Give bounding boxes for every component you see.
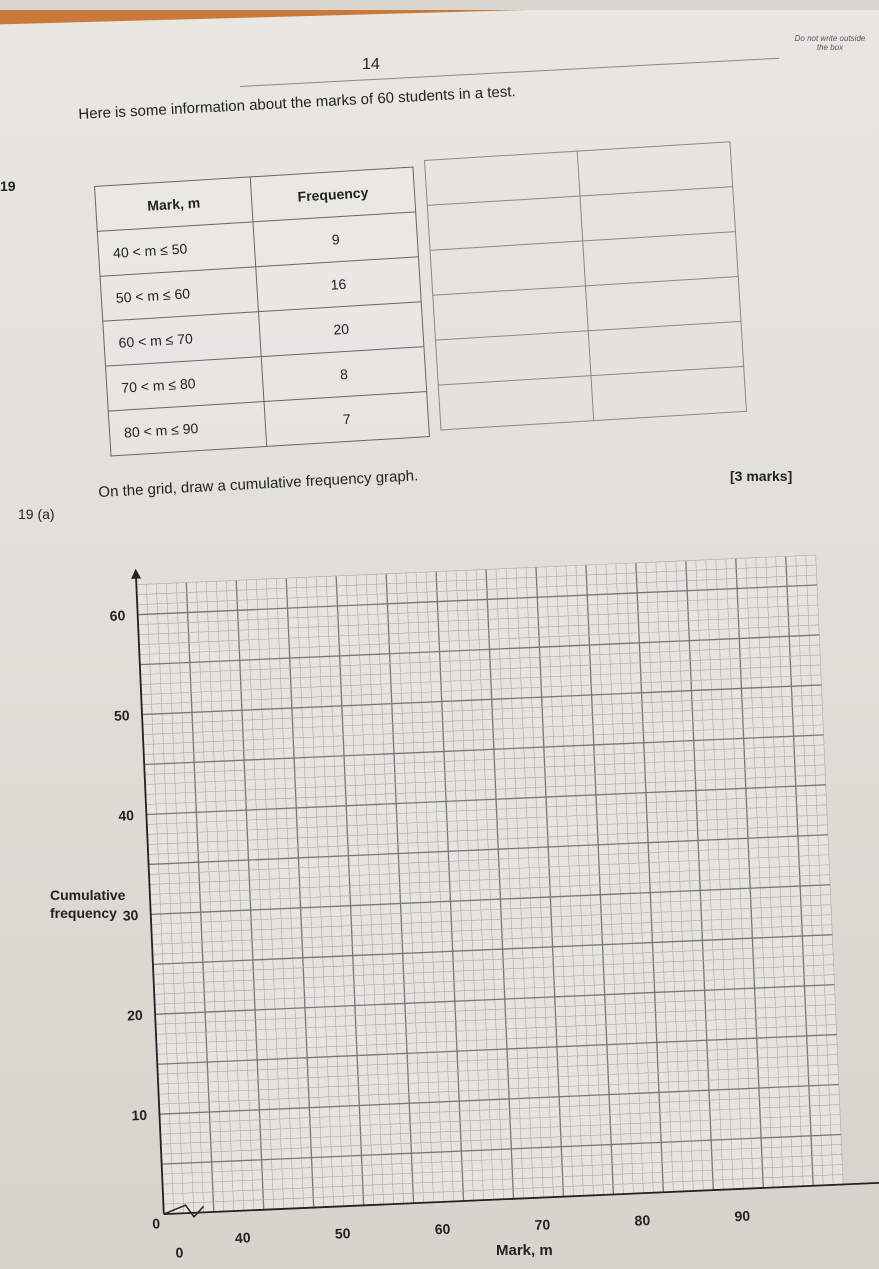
exam-page: [0, 10, 879, 1269]
frequency-cell: 20: [258, 302, 423, 357]
x-tick-label: 40: [234, 1229, 251, 1247]
header-frequency: Frequency: [250, 167, 415, 222]
y-tick-label: 40: [118, 807, 135, 824]
x-tick-label: 60: [434, 1220, 451, 1238]
y-tick-label: 60: [109, 607, 126, 624]
y-tick-label: 30: [122, 906, 139, 924]
frequency-cell: 8: [261, 347, 426, 402]
instruction-text: On the grid, draw a cumulative frequency graph.: [98, 467, 419, 501]
frequency-cell: 16: [256, 257, 421, 312]
x-tick-label: 50: [334, 1224, 351, 1242]
page-number: 14: [362, 56, 380, 73]
header-mark: Mark, m: [95, 177, 253, 231]
x-tick-label: 90: [734, 1207, 751, 1225]
y-axis-label: Cumulative frequency: [50, 887, 126, 921]
y-axis-arrow-icon: [131, 568, 141, 578]
mark-cell: 70 < m ≤ 80: [106, 357, 264, 411]
graph-grid[interactable]: [0, 10, 879, 1269]
margin-note: Do not write outside the box: [794, 34, 866, 52]
x-tick-label: 80: [634, 1211, 651, 1229]
frequency-cell: 7: [264, 392, 429, 447]
part-label: 19 (a): [18, 506, 55, 522]
x-tick-label: 70: [534, 1216, 551, 1233]
marks-label: [3 marks]: [730, 468, 793, 484]
y-tick-label: 20: [126, 1006, 144, 1024]
question-intro: Here is some information about the marks of 60 students in a test.: [78, 83, 517, 123]
origin-label-y: 0: [151, 1215, 161, 1232]
y-tick-label: 10: [131, 1106, 148, 1124]
frequency-cell: 9: [253, 212, 418, 267]
question-number: 19: [0, 178, 16, 194]
origin-label-x: 0: [175, 1244, 184, 1261]
mark-cell: 50 < m ≤ 60: [100, 267, 258, 321]
mark-cell: 60 < m ≤ 70: [103, 312, 261, 366]
x-axis-label: Mark, m: [496, 1242, 553, 1259]
mark-cell: 40 < m ≤ 50: [97, 222, 255, 276]
y-tick-label: 50: [113, 707, 130, 724]
mark-cell: 80 < m ≤ 90: [108, 402, 266, 456]
